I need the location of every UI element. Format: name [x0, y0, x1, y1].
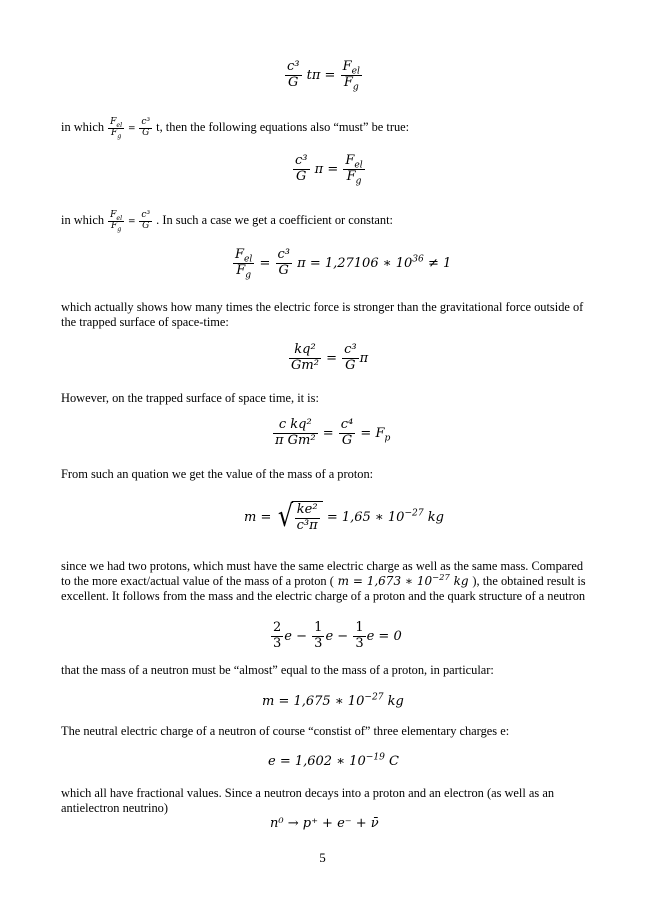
p1-inline-eq: $\frac{F_{el}}{F_g}$ = $\frac{\text{c³}}{G}$: [110, 117, 151, 140]
eq4-num1: kq²: [289, 343, 321, 359]
eq4-num2: c³: [344, 342, 357, 357]
p6-part-b: ), the obtained result is excellent. It follows from the mass and the electric charge of a proton and the quark structure of a neutron: [61, 574, 586, 603]
eq8-text: m = 1,675 ∗ 10: [262, 694, 365, 709]
paragraph-4: However, on the trapped surface of space time, it is:: [61, 391, 319, 405]
equation-10: n⁰ → p⁺ + e⁻ + ν̄: [270, 816, 379, 831]
eq3-tail: ≠ 1: [423, 255, 452, 271]
eq7-f2n: 1: [314, 620, 323, 635]
eq3-exponent: 36: [412, 254, 424, 265]
equation-6: [244, 501, 444, 534]
eq6-num: ke²: [295, 503, 320, 519]
eq8-exponent: −27: [364, 692, 384, 703]
p6-mass: m = 1,673 ∗ 10: [333, 574, 433, 588]
paragraph-7: that the mass of a neutron must be “almost” equal to the mass of a proton, in particular:: [61, 663, 494, 677]
eq9-exponent: −19: [365, 752, 385, 763]
eq3-value: π = 1,27106 ∗ 10: [297, 255, 413, 271]
p6-mass-unit: kg: [449, 574, 473, 588]
equation-2: $\frac{\text{c³}}{G}$ π = $\frac{F_{el}}{F_g}$: [295, 153, 363, 187]
equation-1: [284, 60, 363, 91]
eq4-den1: Gm²: [291, 357, 319, 373]
paragraph-3: which actually shows how many times the electric force is stronger than the gravitational force outside of the trapped surface of space-time:: [61, 300, 584, 329]
paragraph-1: [61, 118, 591, 139]
eq7-e2: e: [325, 628, 334, 644]
eq7-f1d: 3: [273, 635, 282, 651]
equation-3: $\frac{F_{el}}{F_g}$ = $\frac{\text{c³}}{G}$ π = 1,27106 ∗ $10^{36} \ne 1$: [235, 247, 452, 281]
p2-inline-eq: $\frac{F_{el}}{F_g}$ = $\frac{\text{c³}}{G}$: [110, 210, 151, 233]
eq9-text: e = 1,602 ∗ 10: [268, 754, 366, 769]
eq1-force-g: F: [343, 74, 353, 90]
equation-7: $\frac{2}{3}$ e − $\frac{1}{3}$ e − $\frac{1}{3}$ e = 0: [273, 620, 402, 651]
eq1-force-sub: el: [351, 66, 360, 77]
p2-post: . In such a case we get a coefficient or constant:: [156, 213, 393, 228]
paragraph-8: The neutral electric charge of a neutron of course “constist of” three elementary charges e:: [61, 724, 510, 738]
eq7-f2d: 3: [314, 635, 323, 651]
eq5-tail-sub: p: [384, 433, 391, 444]
eq1-force-g-sub: g: [352, 82, 359, 93]
p1-post: t, then the following equations also “must” be true:: [156, 120, 410, 135]
eq5-num2: c⁴: [340, 417, 354, 432]
equation-8: [262, 694, 404, 709]
eq6-unit: kg: [423, 509, 444, 525]
eq5-tail: = F: [360, 425, 385, 441]
eq4-den2: G: [345, 357, 356, 373]
page-number: 5: [319, 850, 326, 865]
equation-5: $\frac{\text{c kq²}}{\text{π Gm²}}$ = $\frac{\text{c⁴}}{G}$ = $F_p$: [275, 417, 391, 448]
paragraph-2: [61, 211, 591, 232]
eq6-lhs: m =: [244, 509, 272, 525]
eq5-den2: G: [341, 432, 353, 448]
eq7-f1n: 2: [273, 620, 282, 635]
paragraph-5: From such an quation we get the value of the mass of a proton:: [61, 467, 374, 481]
p6-mass-exp: −27: [432, 572, 450, 582]
eq5-num1: c kq²: [273, 418, 318, 434]
eq6-den: c³π: [296, 517, 318, 533]
eq6-exponent: −27: [404, 508, 424, 519]
square-root: √ $\frac{\text{ke²}}{\text{c³π}}$: [276, 501, 323, 534]
eq2-middle: π =: [314, 161, 339, 177]
eq1-force: F: [342, 59, 352, 74]
p6-part-a: since we had two protons, which must have the same electric charge as well as the same mass. Compared to the more exact/actual value of the mass of a proton (: [61, 559, 584, 588]
p1-pre: in which: [61, 120, 105, 135]
equation-4: $\frac{\text{kq²}}{\text{Gm²}}$ = $\frac{\text{c³}}{G}$ π: [291, 342, 369, 373]
eq7-f3n: 1: [355, 620, 364, 635]
paragraph-9: which all have fractional values. Since a neutron decays into a proton and an electron (as well as an antielectron neutrino): [61, 786, 555, 815]
paragraph-6: [61, 559, 591, 604]
eq1-middle: tπ =: [306, 67, 336, 83]
eq7-end: e = 0: [366, 628, 402, 644]
p2-pre: in which: [61, 213, 105, 228]
eq4-tail: π: [359, 350, 369, 366]
equation-9: [268, 754, 399, 769]
eq9-unit: C: [384, 754, 400, 769]
eq5-den1: π Gm²: [275, 432, 316, 448]
eq7-f3d: 3: [355, 635, 364, 651]
eq6-rhs: = 1,65 ∗ 10: [326, 509, 405, 525]
eq1-denominator: G: [288, 74, 299, 90]
eq1-numerator: c³: [287, 59, 300, 74]
eq8-unit: kg: [383, 694, 404, 709]
eq7-e1: e: [284, 628, 292, 644]
